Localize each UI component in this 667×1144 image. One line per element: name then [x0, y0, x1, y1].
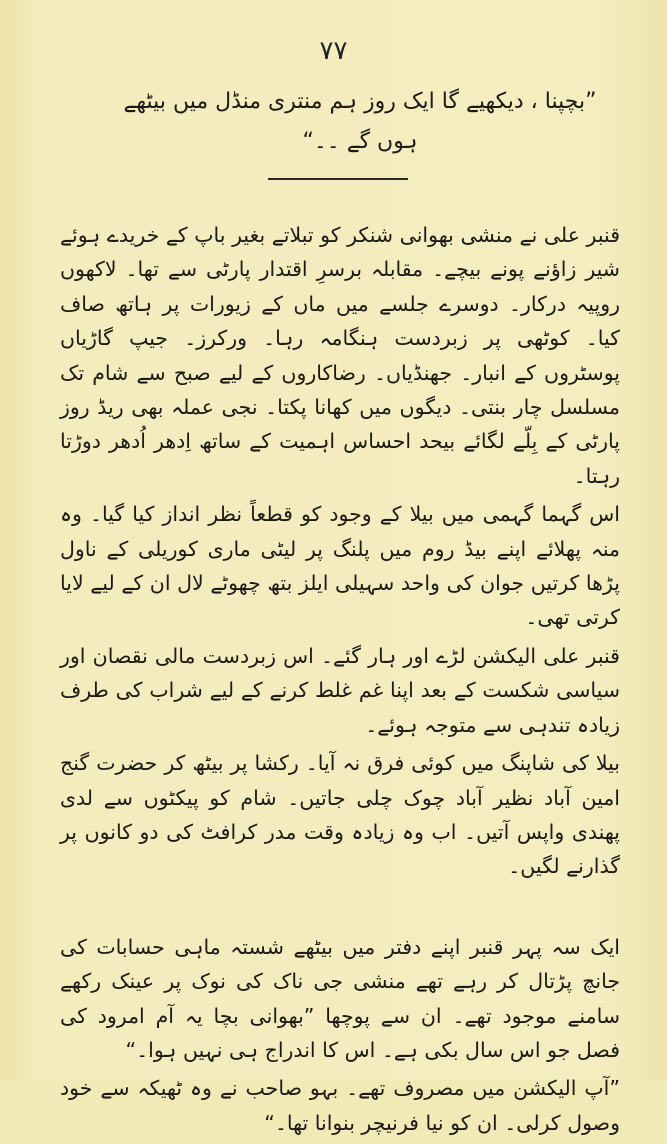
paragraph-1: قنبر علی نے منشی بھوانی شنکر کو تبلاتے بغیر باپ کے خریدے ہوئے شیر زاؤنے پونے بیچے۔ مقابلہ برسرِ اقتدار پارٹی سے تھا۔ لاکھوں روپیہ درکار۔ دوسرے جلسے میں ماں کے زیورات پر ہاتھ صاف کیا۔ کوٹھی پر زبردست ہنگامہ رہا۔ ورکرز۔ جیپ گاڑیاں پوسٹروں کے انبار۔ جھنڈیاں۔ رضاکاروں کے لیے صبح سے شام تک مسلسل چار بنتی۔ دیگوں میں کھانا پکتا۔ نجی عملہ بھی ریڈ روز پارٹی کے بِلّے لگائے بیحد احساس اہمیت کے ساتھ اِدھر اُدھر دوڑتا رہتا۔ — [60, 223, 620, 488]
section-divider — [268, 178, 408, 180]
paragraph-4: بیلا کی شاپنگ میں کوئی فرق نہ آیا۔ رکشا پر بیٹھ کر حضرت گنج امین آباد نظیر آباد چوک چلی جاتیں۔ شام کو پیکٹوں سے لدی پھندی واپس آتیں۔ اب وہ زیادہ وقت مدر کرافٹ کی دو کانوں پر گذارنے لگیں۔ — [60, 751, 620, 879]
paragraph-5: ایک سہ پہر قنبر اپنے دفتر میں بیٹھے شستہ ماہی حسابات کی جانچ پڑتال کر رہے تھے منشی جی ناک کی نوک پر عینک رکھے سامنے موجود تھے۔ ان سے پوچھا ”بھوانی بچا یہ آم امرود کی فصل جو اس سال بکی ہے۔ اس کا اندراج ہی نہیں ہوا۔“ — [60, 934, 620, 1062]
body-text — [60, 218, 620, 1144]
paragraph-2: اس گہما گہمی میں بیلا کے وجود کو قطعاً نظر انداز کیا گیا۔ وہ منہ پھلائے اپنے بیڈ روم میں پلنگ پر لیٹی ماری کوریلی کے ناول پڑھا کرتیں جوان کی واحد سہیلی ایلز بتھ چھوٹے لال ان کے لیے لایا کرتی تھی۔ — [60, 502, 620, 630]
paragraph-3: قنبر علی الیکشن لڑے اور ہار گئے۔ اس زبردست مالی نقصان اور سیاسی شکست کے بعد اپنا غم غلط کرنے کے لیے شراب کی طرف زیادہ تندہی سے متوجہ ہوئے۔ — [60, 643, 620, 737]
paragraph-6: ”آپ الیکشن میں مصروف تھے۔ بہو صاحب نے وہ ٹھیکہ سے خود وصول کرلی۔ ان کو نیا فرنیچر بنوانا تھا۔“ — [60, 1076, 620, 1135]
opening-quote: ”بچپنا ، دیکھیے گا ایک روز ہم منتری منڈل میں بیٹھے ہوں گے ۔۔“ — [123, 89, 597, 154]
page-number: ٧٧ — [319, 36, 348, 66]
